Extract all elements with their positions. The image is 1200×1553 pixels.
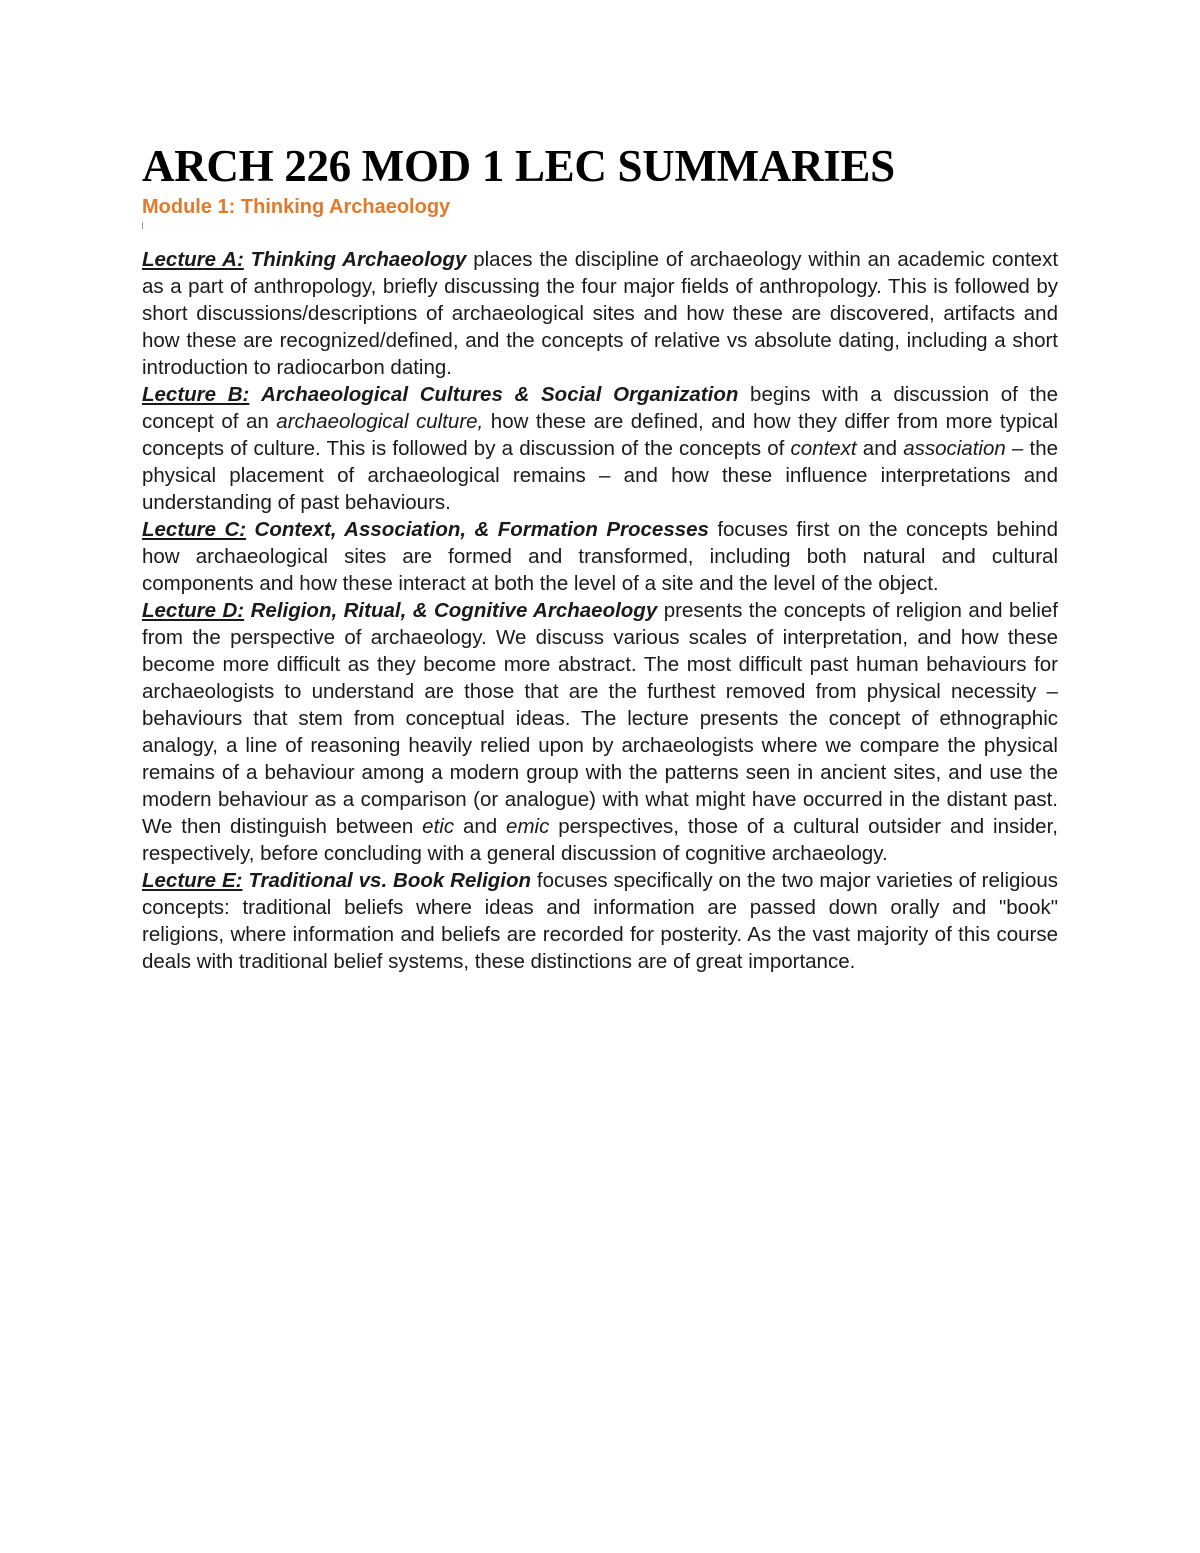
lecture-c-label: Lecture C: xyxy=(142,518,247,541)
lecture-d-text-1: presents the concepts of religion and belief from the perspective of archaeology. We discuss various scales of interpretation, and how these become more difficult as they become more abstract. The most difficult past human behaviours for archaeologists to understand are those that are the furthest removed from physical necessity – behaviours that stem from conceptual ideas. The lecture presents the concept of ethnographic analogy, a line of reasoning heavily relied upon by archaeologists where we compare the physical remains of a behaviour among a modern group with the patterns seen in ancient sites, and use the modern behaviour as a comparison (or analogue) with what might have occurred in the distant past. We then distinguish between xyxy=(142,599,1058,838)
lecture-d-summary xyxy=(142,597,1058,867)
lecture-c-text: focuses first on the concepts behind how archaeological sites are formed and transformed, including both natural and cultural components and how these interact at both the level of a site and the level of the object. xyxy=(142,518,1058,595)
lecture-c-title: Context, Association, & Formation Processes xyxy=(254,518,709,541)
lecture-d-text-3: perspectives, those of a cultural outsider and insider, respectively, before concluding with a general discussion of cognitive archaeology. xyxy=(142,815,1058,865)
lecture-e-label: Lecture E: xyxy=(142,869,243,892)
lecture-b-term-context: context xyxy=(790,437,857,460)
lecture-a-text: places the discipline of archaeology within an academic context as a part of anthropology, briefly discussing the four major fields of anthropology. This is followed by short discussions/descriptions of archaeological sites and how these are discovered, artifacts and how these are recognized/defined, and the concepts of relative vs absolute dating, including a short introduction to radiocarbon dating. xyxy=(142,248,1059,379)
document-page xyxy=(142,140,1058,975)
lecture-e-title: Traditional vs. Book Religion xyxy=(248,869,532,892)
lecture-b-text-2: how these are defined, and how they differ from more typical concepts of culture. This is followed by a discussion of the concepts of xyxy=(142,410,1059,460)
lecture-d-title: Religion, Ritual, & Cognitive Archaeology xyxy=(250,599,658,622)
lecture-d-label: Lecture D: xyxy=(142,599,245,622)
lecture-b-label: Lecture B: xyxy=(142,383,250,406)
lecture-b-term-archaeological-culture: archaeological culture, xyxy=(276,410,484,433)
lecture-b-summary xyxy=(142,381,1058,516)
module-heading: Module 1: Thinking Archaeology xyxy=(142,196,451,218)
lecture-c-summary xyxy=(142,516,1058,597)
lecture-a-summary xyxy=(142,246,1058,381)
lecture-b-term-association: association xyxy=(903,437,1006,460)
lecture-d-text-2: and xyxy=(454,815,507,838)
lecture-summaries xyxy=(142,246,1058,975)
lecture-b-text-4: – the physical placement of archaeological remains – and how these influence interpretations and understanding of past behaviours. xyxy=(142,437,1058,514)
lecture-d-term-emic: emic xyxy=(506,815,550,838)
lecture-d-term-etic: etic xyxy=(422,815,455,838)
lecture-b-title: Archaeological Cultures & Social Organization xyxy=(261,383,739,406)
lecture-b-text-1: begins with a discussion of the concept of an xyxy=(142,383,1059,433)
lecture-b-text-3: and xyxy=(856,437,904,460)
document-title: ARCH 226 MOD 1 LEC SUMMARIES xyxy=(142,141,895,191)
lecture-a-title: Thinking Archaeology xyxy=(250,248,467,271)
paragraph-mark xyxy=(142,220,1058,246)
lecture-e-summary xyxy=(142,867,1058,975)
lecture-e-text: focuses specifically on the two major varieties of religious concepts: traditional beliefs where ideas and information are passed down orally and "book" religions, where information and beliefs are recorded for posterity. As the vast majority of this course deals with traditional belief systems, these distinctions are of great importance. xyxy=(142,869,1059,973)
lecture-a-label: Lecture A: xyxy=(142,248,244,271)
